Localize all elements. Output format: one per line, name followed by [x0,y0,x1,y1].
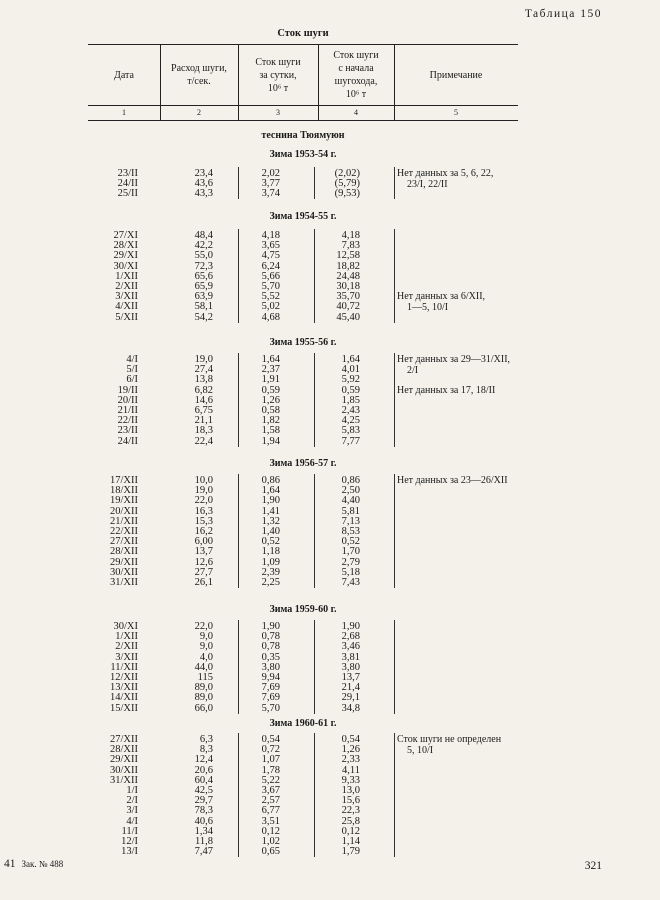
column-rule [238,353,239,447]
date-cell: 13/I [121,846,138,858]
flow-cell: 20,6 [194,764,213,776]
cumulative-cell: 12,58 [336,250,360,262]
column-rule [394,167,395,199]
note [397,385,525,396]
date-cell: 29/XII [110,556,138,568]
flow-cell: 22,0 [194,621,213,632]
table-row [88,188,518,199]
flow-cell: 6,00 [194,536,213,548]
note-line: Нет данных за 23—26/XII [397,475,508,486]
winter-title: Зима 1956-57 г. [269,458,337,469]
cumulative-cell: 5,81 [341,505,360,517]
date-cell: 2/XII [115,641,138,653]
note-line: 2/I [407,365,419,376]
daily-cell: 7,69 [261,692,280,704]
date-cell: 3/I [126,805,138,817]
cumulative-cell: 0,12 [341,825,360,837]
date-cell: 22/XII [110,526,138,537]
cumulative-cell: 34,8 [341,702,360,714]
flow-cell: 42,5 [194,785,213,796]
column-rule [314,733,315,857]
daily-cell: 3,74 [261,188,280,200]
cumulative-cell: 7,83 [341,240,360,252]
date-cell: 1/XII [115,270,138,282]
daily-cell: 1,91 [261,374,280,386]
date-cell: 30/XII [110,764,138,776]
date-cell: 27/XI [113,230,138,241]
winter-title: Зима 1959-60 г. [269,604,337,615]
column-rule [238,474,239,588]
cumulative-cell: 1,85 [341,394,360,406]
date-cell: 31/XII [110,577,138,588]
daily-cell: 3,51 [261,815,280,827]
cumulative-cell: 0,86 [341,475,360,486]
date-cell: 20/II [117,394,138,406]
column-rule [238,229,239,323]
table-title: Сток шуги [277,28,329,39]
note-line: Нет данных за 29—31/XII, [397,354,511,365]
daily-cell: 0,72 [261,744,280,756]
flow-cell: 63,9 [194,291,213,303]
column-number-3: 3 [238,105,318,120]
daily-cell: 0,65 [261,846,280,858]
date-cell: 30/XII [110,566,138,578]
date-cell: 28/XII [110,744,138,756]
column-rule [238,167,239,199]
header-cumulative: Сток шуги с начала шугохода, 10⁶ т [333,50,379,100]
cumulative-cell: 5,18 [341,566,360,578]
date-cell: 27/XII [110,734,138,745]
cumulative-cell: 40,72 [336,301,360,313]
column-rule [394,229,395,323]
date-cell: 5/XII [115,311,138,323]
date-cell: 17/XII [110,475,138,486]
cumulative-cell: 2,68 [341,631,360,643]
cumulative-cell: 3,80 [341,661,360,673]
flow-cell: 89,0 [194,682,213,694]
daily-cell: 5,70 [261,281,280,292]
cumulative-cell: 0,54 [341,734,360,745]
date-cell: 24/II [117,178,138,190]
cumulative-cell: 0,52 [341,536,360,548]
note-line: Нет данных за 17, 18/II [397,384,496,396]
cumulative-cell: 2,33 [341,754,360,766]
note [397,168,525,190]
order-number: Зак. № 488 [21,859,64,869]
note [397,734,525,756]
header-flow: Расход шуги, т/сек. [171,63,227,87]
date-cell: 23/II [117,168,138,179]
footer-left [4,858,63,870]
column-rule [238,620,239,714]
flow-cell: 115 [197,672,213,683]
daily-cell: 5,52 [261,291,280,303]
cumulative-cell: 1,70 [341,546,360,558]
winter-title: Зима 1953-54 г. [269,149,337,160]
flow-cell: 43,6 [194,178,213,190]
daily-cell: 2,57 [261,795,280,807]
cumulative-cell: 1,26 [341,744,360,756]
date-cell: 27/XII [110,536,138,548]
flow-cell: 4,0 [199,651,213,663]
cumulative-cell: 3,81 [341,651,360,663]
flow-cell: 11,8 [195,836,213,847]
flow-cell: 22,4 [194,435,213,447]
note-line: Нет данных за 6/XII, [397,291,486,303]
daily-cell: 0,54 [261,734,280,745]
daily-cell: 4,18 [261,230,280,241]
daily-cell: 3,77 [261,178,280,190]
header-note: Примечание [429,69,483,81]
flow-cell: 6,3 [199,734,213,745]
date-cell: 20/XII [110,505,138,517]
table-row [88,577,518,588]
cumulative-cell: 7,77 [341,435,360,447]
table-label: Таблица 150 [524,8,602,20]
cumulative-cell: 1,14 [341,836,360,847]
flow-cell: 22,0 [194,495,213,507]
cumulative-cell: 1,79 [341,846,360,858]
daily-cell: 6,77 [261,805,280,817]
cumulative-cell: 30,18 [336,281,360,292]
column-rule [394,733,395,857]
daily-cell: 0,35 [261,651,280,663]
daily-cell: 1,90 [261,621,280,632]
note [397,291,525,313]
note-line: 23/I, 22/II [407,179,448,190]
date-cell: 6/I [126,374,138,386]
flow-cell: 89,0 [194,692,213,704]
daily-cell: 9,94 [261,672,280,683]
flow-cell: 65,6 [194,270,213,282]
header-divider [238,45,239,120]
column-rule [314,353,315,447]
header-date: Дата [114,69,134,81]
date-cell: 1/XII [115,631,138,643]
daily-cell: 1,41 [261,505,280,517]
daily-cell: 1,07 [261,754,280,766]
date-cell: 15/XII [110,702,138,714]
daily-cell: 0,12 [261,825,280,837]
daily-cell: 2,37 [261,364,280,376]
cumulative-cell: 22,3 [341,805,360,817]
winter-title: Зима 1955-56 г. [269,337,337,348]
date-cell: 22/II [117,415,138,427]
cumulative-cell: 4,40 [341,495,360,507]
cumulative-cell: (9,53) [334,188,360,200]
daily-cell: 0,59 [261,384,280,396]
column-rule [314,229,315,323]
flow-cell: 29,7 [194,795,213,807]
cumulative-cell: 5,83 [341,425,360,437]
flow-cell: 19,0 [194,354,213,365]
flow-cell: 43,3 [194,188,213,200]
column-number-4: 4 [318,105,394,120]
flow-cell: 10,0 [194,475,213,486]
flow-cell: 27,7 [194,566,213,578]
flow-cell: 44,0 [194,661,213,673]
flow-cell: 23,4 [194,168,213,179]
note-line: Сток шуги не определен [397,734,502,745]
daily-cell: 0,86 [261,475,280,486]
date-cell: 31/XII [110,774,138,786]
column-rule [314,167,315,199]
cumulative-cell: 7,13 [341,515,360,527]
flow-cell: 7,47 [194,846,213,858]
cumulative-cell: 18,82 [336,260,360,272]
column-number-5: 5 [394,105,518,120]
flow-cell: 18,3 [194,425,213,437]
date-cell: 11/XII [110,661,138,673]
cumulative-cell: 0,59 [341,384,360,396]
flow-cell: 55,0 [194,250,213,262]
cumulative-cell: 1,64 [341,354,360,365]
column-number-2: 2 [160,105,238,120]
daily-cell: 2,02 [261,168,280,179]
flow-cell: 42,2 [194,240,213,252]
cumulative-cell: 2,50 [341,485,360,497]
cumulative-cell: 2,79 [341,556,360,568]
header-divider [318,45,319,120]
daily-cell: 0,58 [261,405,280,416]
flow-cell: 78,3 [194,805,213,817]
daily-cell: 2,25 [261,577,280,588]
cumulative-cell: 8,53 [341,526,360,537]
flow-cell: 58,1 [194,301,213,313]
date-cell: 18/XII [110,485,138,497]
table-row [88,703,518,714]
daily-cell: 3,67 [261,785,280,796]
table-row [88,312,518,323]
flow-cell: 9,0 [199,641,213,653]
daily-cell: 1,94 [261,435,280,447]
daily-cell: 1,78 [261,764,280,776]
date-cell: 4/I [126,815,138,827]
header-divider [160,45,161,120]
daily-cell: 0,78 [261,641,280,653]
daily-cell: 1,02 [261,836,280,847]
date-cell: 3/XII [115,651,138,663]
cumulative-cell: 25,8 [341,815,360,827]
cumulative-cell: (5,79) [334,178,360,190]
date-cell: 30/XI [113,621,138,632]
flow-cell: 6,82 [194,384,213,396]
cumulative-cell: 13,7 [341,672,360,683]
column-rule [394,474,395,588]
cumulative-cell: 4,01 [341,364,360,376]
date-cell: 29/XI [113,250,138,262]
flow-cell: 9,0 [199,631,213,643]
column-number-1: 1 [88,105,160,120]
date-cell: 5/I [126,364,138,376]
daily-cell: 5,02 [261,301,280,313]
cumulative-cell: 4,18 [341,230,360,241]
flow-cell: 14,6 [194,394,213,406]
header-daily: Сток шуги за сутки, 10⁶ т [255,56,301,94]
cumulative-cell: 21,4 [341,682,360,694]
daily-cell: 2,39 [261,566,280,578]
station-name: теснина Тюямуюн [261,130,345,141]
flow-cell: 16,2 [194,526,213,537]
sheet-number: 41 [4,858,16,870]
flow-cell: 40,6 [194,815,213,827]
date-cell: 30/XI [113,260,138,272]
daily-cell: 1,82 [261,415,280,427]
winter-title: Зима 1960-61 г. [269,718,337,729]
cumulative-cell: 7,43 [341,577,360,588]
flow-cell: 72,3 [194,260,213,272]
cumulative-cell: 5,92 [341,374,360,386]
date-cell: 19/II [117,384,138,396]
date-cell: 11/I [121,825,138,837]
daily-cell: 0,52 [261,536,280,548]
cumulative-cell: 45,40 [336,311,360,323]
daily-cell: 4,75 [261,250,280,262]
note-line: Нет данных за 5, 6, 22, [397,168,494,179]
daily-cell: 1,26 [261,394,280,406]
cumulative-cell: 15,6 [341,795,360,807]
daily-cell: 1,40 [261,526,280,537]
flow-cell: 6,75 [194,405,213,416]
cumulative-cell: 2,43 [341,405,360,416]
flow-cell: 19,0 [194,485,213,497]
cumulative-cell: 35,70 [336,291,360,303]
date-cell: 19/XII [110,495,138,507]
daily-cell: 3,80 [261,661,280,673]
flow-cell: 48,4 [194,230,213,241]
daily-cell: 6,24 [261,260,280,272]
flow-cell: 12,6 [194,556,213,568]
daily-cell: 1,90 [261,495,280,507]
date-cell: 24/II [117,435,138,447]
cumulative-cell: 4,25 [341,415,360,427]
column-rule [394,353,395,447]
cumulative-cell: (2,02) [334,168,360,179]
column-rule [314,620,315,714]
daily-cell: 5,22 [261,774,280,786]
table-row [88,846,518,857]
header-divider [394,45,395,120]
note [397,354,525,376]
daily-cell: 4,68 [261,311,280,323]
daily-cell: 3,65 [261,240,280,252]
cumulative-cell: 4,11 [342,764,360,776]
flow-cell: 12,4 [194,754,213,766]
cumulative-cell: 1,90 [341,621,360,632]
date-cell: 28/XII [110,546,138,558]
cumulative-cell: 29,1 [341,692,360,704]
daily-cell: 1,18 [261,546,280,558]
daily-cell: 5,66 [261,270,280,282]
flow-cell: 16,3 [194,505,213,517]
cumulative-cell: 24,48 [336,270,360,282]
daily-cell: 1,64 [261,354,280,365]
daily-cell: 7,69 [261,682,280,694]
date-cell: 25/II [117,188,138,200]
note [397,475,525,486]
flow-cell: 60,4 [194,774,213,786]
date-cell: 28/XI [113,240,138,252]
date-cell: 29/XII [110,754,138,766]
winter-title: Зима 1954-55 г. [269,211,337,222]
daily-cell: 5,70 [261,702,280,714]
cumulative-cell: 9,33 [341,774,360,786]
flow-cell: 13,8 [194,374,213,386]
date-cell: 3/XII [115,291,138,303]
date-cell: 21/II [117,405,138,416]
daily-cell: 1,58 [261,425,280,437]
flow-cell: 54,2 [194,311,213,323]
cumulative-cell: 3,46 [341,641,360,653]
date-cell: 14/XII [110,692,138,704]
flow-cell: 8,3 [199,744,213,756]
table-header [88,44,518,121]
date-cell: 13/XII [110,682,138,694]
flow-cell: 66,0 [194,702,213,714]
flow-cell: 15,3 [194,515,213,527]
table-row [88,436,518,447]
date-cell: 4/XII [115,301,138,313]
daily-cell: 1,64 [261,485,280,497]
flow-cell: 1,34 [194,825,213,837]
flow-cell: 21,1 [194,415,213,427]
column-rule [238,733,239,857]
flow-cell: 65,9 [194,281,213,292]
flow-cell: 27,4 [194,364,213,376]
date-cell: 12/I [121,836,138,847]
date-cell: 2/XII [115,281,138,292]
date-cell: 23/II [117,425,138,437]
note-line: 1—5, 10/I [407,302,449,314]
column-rule [394,620,395,714]
flow-cell: 26,1 [194,577,213,588]
daily-cell: 1,09 [261,556,280,568]
note-line: 5, 10/I [407,745,434,756]
cumulative-cell: 13,0 [341,785,360,796]
flow-cell: 13,7 [194,546,213,558]
date-cell: 21/XII [110,515,138,527]
date-cell: 4/I [126,354,138,365]
daily-cell: 0,78 [261,631,280,643]
column-rule [314,474,315,588]
date-cell: 1/I [126,785,138,796]
date-cell: 12/XII [110,672,138,683]
date-cell: 2/I [126,795,138,807]
daily-cell: 1,32 [261,515,280,527]
page-number: 321 [584,860,602,872]
